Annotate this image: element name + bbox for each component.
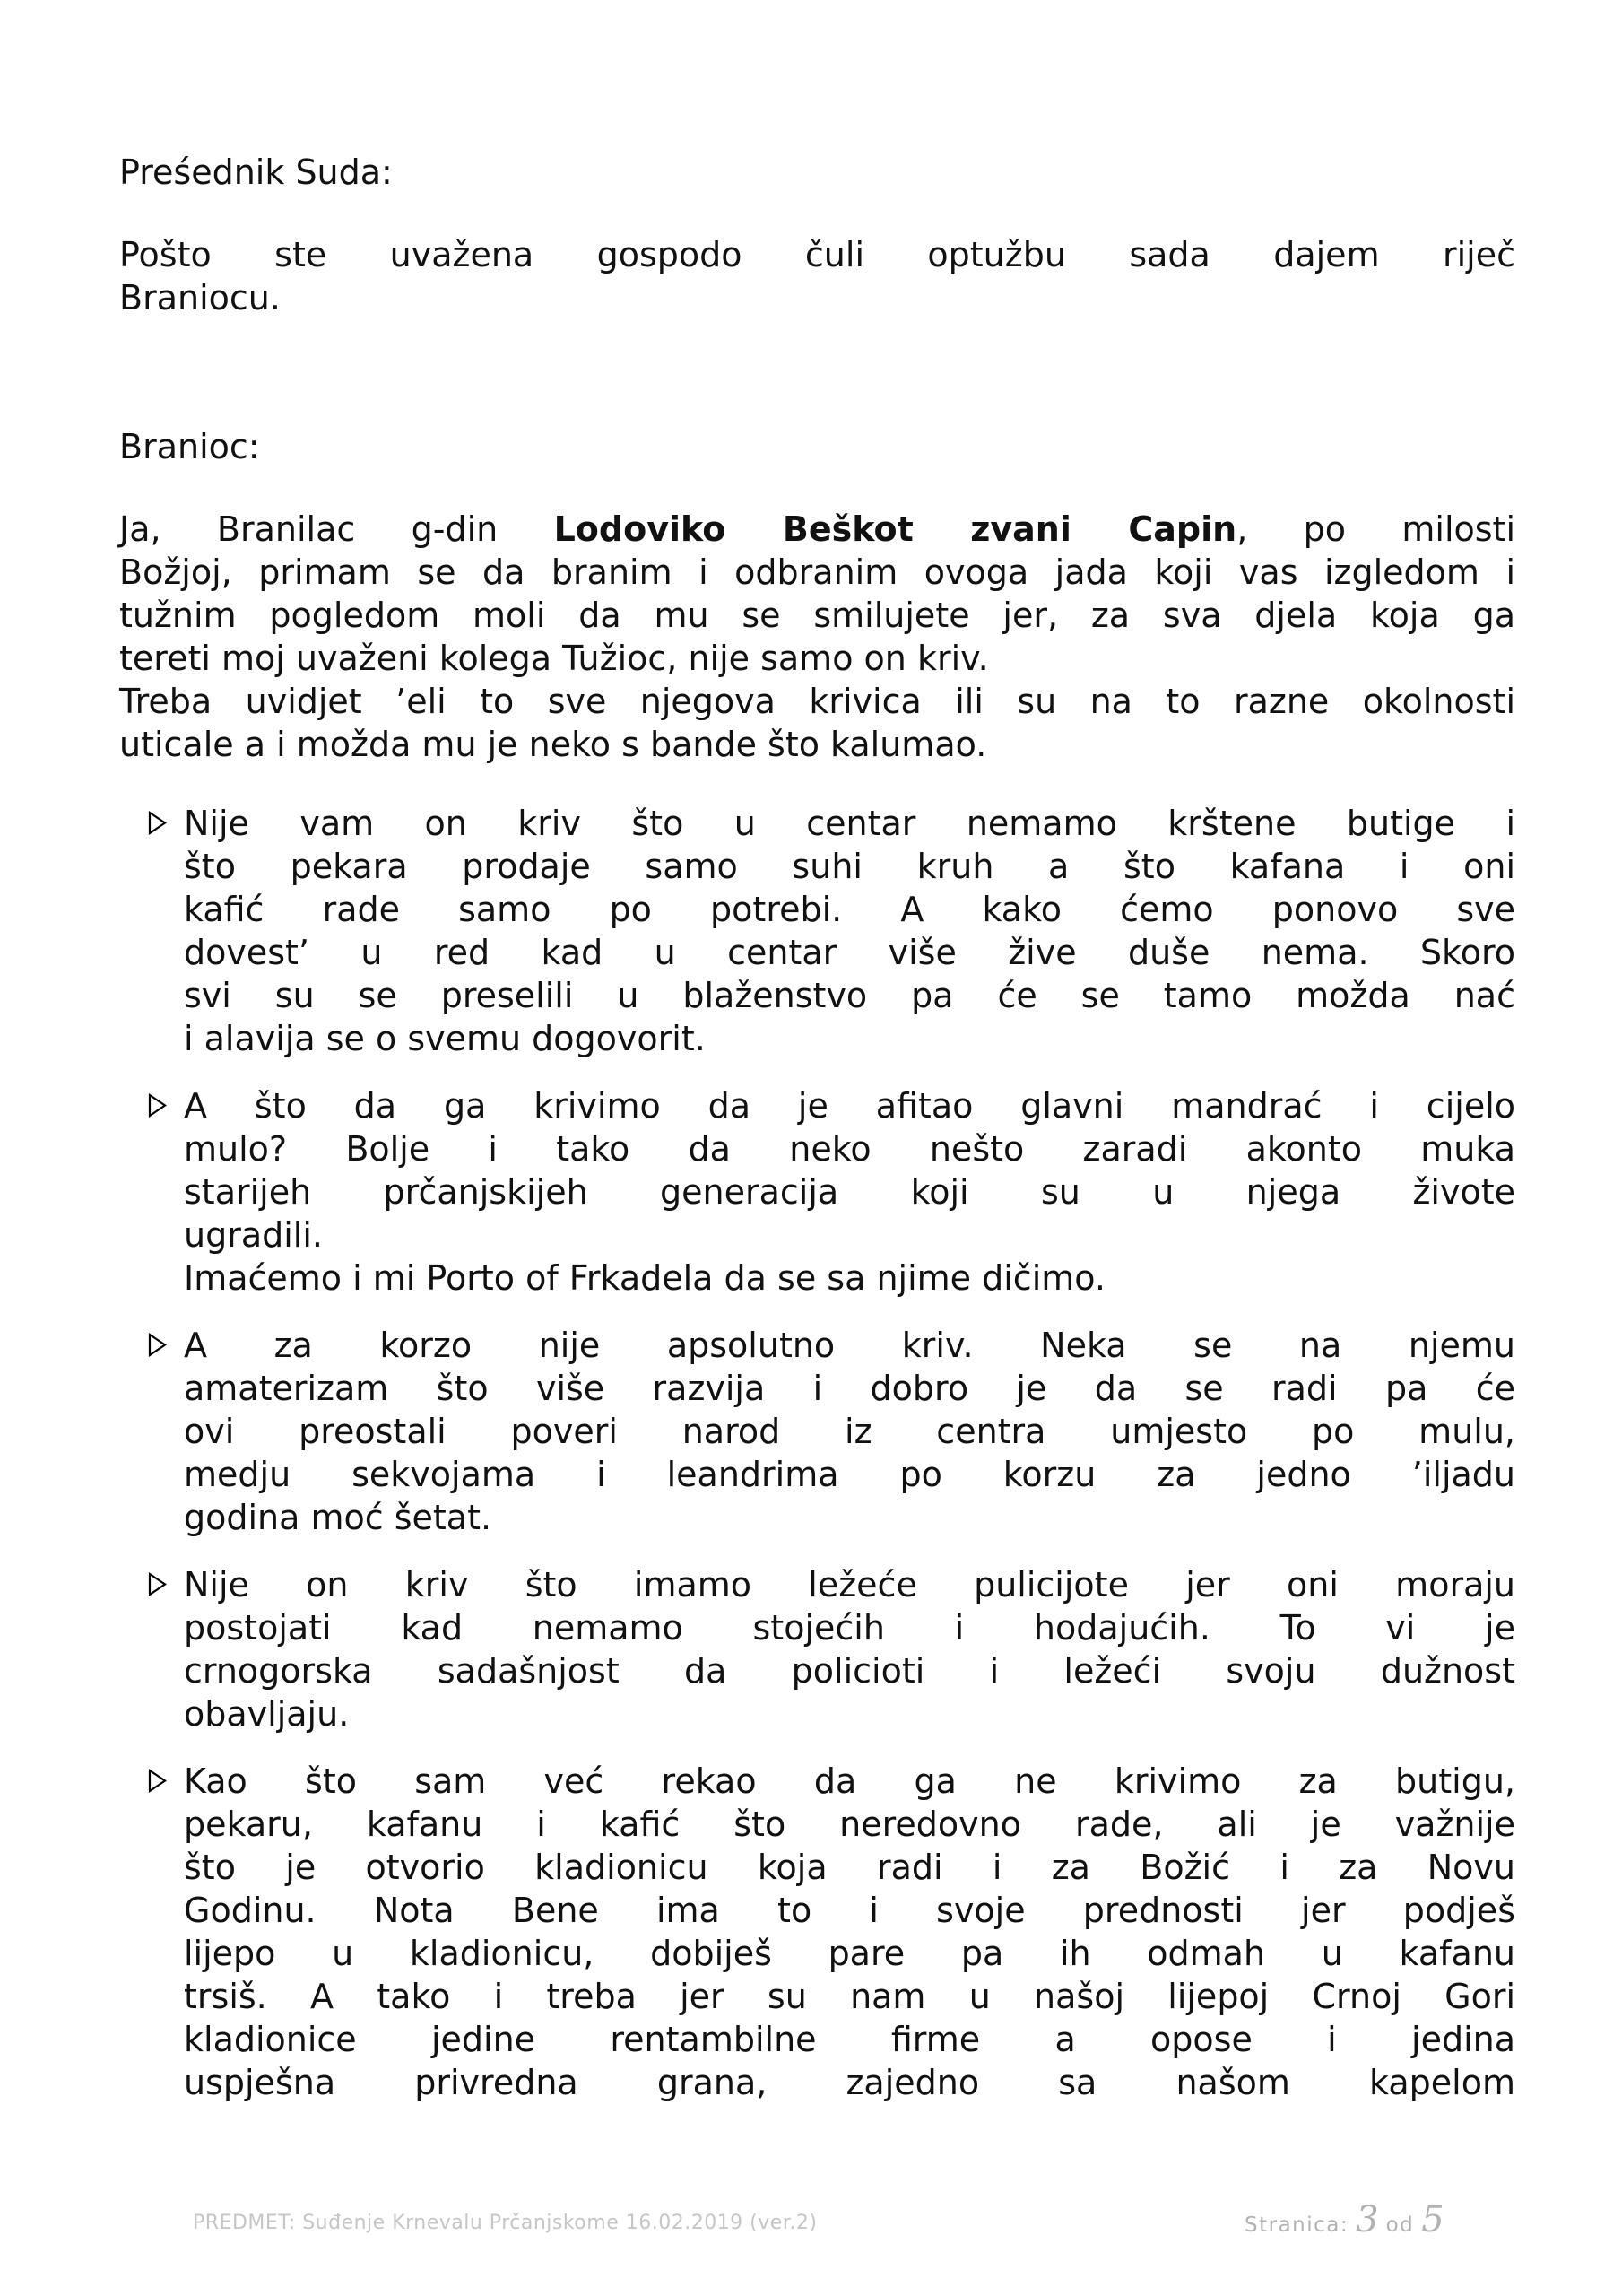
text-line: [184, 931, 1515, 974]
text-segment: Božjoj, primam se da branim i odbranim ovoga jada koji vas izgledom i: [119, 552, 1515, 592]
text-segment: Ja, Branilac g-din: [119, 509, 554, 549]
bullet-text: [184, 1084, 1515, 1300]
text-segment: Nije vam on kriv što u centar nemamo krštene butige i: [184, 804, 1515, 843]
text-segment: A za korzo nije apsolutno kriv. Neka se na njemu: [184, 1326, 1515, 1365]
text-segment: , po milosti: [1236, 509, 1516, 549]
text-segment: godina moć šetat.: [184, 1498, 492, 1537]
footer-page-total: 5: [1421, 2199, 1444, 2240]
text-segment: uticale a i možda mu je neko s bande što kalumao.: [119, 725, 987, 764]
text-segment: tužnim pogledom moli da mu se smilujete jer, za sva djela koja ga: [119, 596, 1515, 635]
text-line: [119, 508, 1515, 551]
text-line: [184, 974, 1515, 1017]
text-segment: Treba uvidjet ’eli to sve njegova krivica ili su na to razne okolnosti: [119, 682, 1515, 721]
text-line: [184, 1932, 1515, 1975]
text-line: [184, 2061, 1515, 2104]
text-segment: i alavija se o svemu dogovorit.: [184, 1019, 706, 1058]
text-line: [119, 723, 1515, 766]
text-line: [184, 1760, 1515, 1803]
text-segment: što je otvorio kladionicu koja radi i za Božić i za Novu: [184, 1848, 1515, 1887]
text-line: [119, 276, 1515, 319]
text-line: [119, 594, 1515, 637]
text-line: [184, 1496, 1515, 1539]
text-segment: Branioc:: [119, 427, 260, 466]
text-segment: amaterizam što više razvija i dobro je da se radi pa će: [184, 1369, 1515, 1408]
text-segment: obavljaju.: [184, 1694, 350, 1734]
paragraph: [119, 508, 1515, 766]
text-line: [119, 425, 1515, 468]
text-line: [184, 2018, 1515, 2061]
text-segment: kafić rade samo po potrebi. A kako ćemo ponovo sve: [184, 890, 1515, 929]
text-segment: mulo? Bolje i tako da neko nešto zaradi akonto muka: [184, 1129, 1515, 1169]
text-segment: starijeh prčanjskijeh generacija koji su u njega živote: [184, 1172, 1515, 1212]
footer-of-label: od: [1385, 2213, 1415, 2237]
bullet-text: [184, 1563, 1515, 1735]
text-segment: ugradili.: [184, 1215, 323, 1255]
text-segment: postojati kad nemamo stojećih i hodajućih. To vi je: [184, 1608, 1515, 1648]
footer-page-label: Stranica:: [1245, 2213, 1349, 2237]
text-segment: dovest’ u red kad u centar više žive duše nema. Skoro: [184, 933, 1515, 972]
text-segment: Braniocu.: [119, 278, 281, 317]
footer-case-label: PREDMET: Suđenje Krnevalu Prčanjskome 16.02.2019 (ver.2): [193, 2212, 818, 2234]
bullet-arrowhead-icon: [148, 1769, 168, 1793]
text-segment: Godinu. Nota Bene ima to i svoje prednosti jer podješ: [184, 1891, 1515, 1930]
bullet-item: [119, 1760, 1515, 2104]
text-line: [184, 1803, 1515, 1846]
text-segment: Kao što sam već rekao da ga ne krivimo za butigu,: [184, 1761, 1515, 1801]
text-line: [119, 680, 1515, 723]
text-segment: Preśednik Suda:: [119, 152, 393, 192]
text-segment: medju sekvojama i leandrima po korzu za jedno ’iljadu: [184, 1455, 1515, 1494]
text-segment: svi su se preselili u blaženstvo pa će se tamo možda nać: [184, 976, 1515, 1015]
bullet-text: [184, 802, 1515, 1060]
text-segment: crnogorska sadašnjost da policioti i ležeći svoju dužnost: [184, 1651, 1515, 1691]
text-line: [184, 1453, 1515, 1496]
text-segment: A što da ga krivimo da je afitao glavni mandrać i cijelo: [184, 1086, 1515, 1126]
text-line: [184, 1692, 1515, 1735]
text-line: [184, 1606, 1515, 1649]
bullet-item: [119, 1324, 1515, 1539]
text-segment: pekaru, kafanu i kafić što neredovno rade, ali je važnije: [184, 1805, 1515, 1844]
text-line: [184, 1889, 1515, 1932]
text-line: [184, 1213, 1515, 1257]
paragraph: [119, 233, 1515, 319]
text-line: [184, 845, 1515, 888]
bullet-arrowhead-icon: [148, 1572, 168, 1596]
text-line: [184, 1846, 1515, 1889]
emphasized-name-text: Lodoviko Beškot zvani Capin: [553, 509, 1237, 549]
bullet-arrowhead-icon: [148, 811, 168, 835]
bullet-text: [184, 1760, 1515, 2104]
text-line: [184, 1017, 1515, 1060]
text-segment: kladionice jedine rentambilne firme a opose i jedina: [184, 2020, 1515, 2059]
text-line: [184, 1410, 1515, 1453]
text-segment: ovi preostali poveri narod iz centra umjesto po mulu,: [184, 1412, 1515, 1451]
section-heading: [119, 425, 1515, 468]
text-line: [184, 1324, 1515, 1367]
text-line: [184, 888, 1515, 931]
text-line: [184, 1084, 1515, 1127]
text-line: [184, 1127, 1515, 1170]
text-line: [119, 233, 1515, 276]
text-line: [119, 151, 1515, 194]
bullet-text: [184, 1324, 1515, 1539]
bullet-arrowhead-icon: [148, 1093, 168, 1118]
bullet-arrowhead-icon: [148, 1333, 168, 1357]
text-line: [184, 1170, 1515, 1213]
text-line: [119, 551, 1515, 594]
text-segment: uspješna privredna grana, zajedno sa našom kapelom: [184, 2063, 1515, 2102]
text-segment: trsiš. A tako i treba jer su nam u našoj lijepoj Crnoj Gori: [184, 1977, 1515, 2016]
bullet-item: [119, 802, 1515, 1060]
footer-page-number: 3: [1356, 2199, 1379, 2240]
text-line: [184, 1975, 1515, 2018]
text-line: [119, 637, 1515, 680]
text-segment: Nije on kriv što imamo ležeće pulicijote jer oni moraju: [184, 1565, 1515, 1605]
text-line: [184, 802, 1515, 845]
text-segment: što pekara prodaje samo suhi kruh a što kafana i oni: [184, 847, 1515, 886]
text-line: [184, 1649, 1515, 1692]
text-line: [184, 1257, 1515, 1300]
text-segment: lijepo u kladionicu, dobiješ pare pa ih odmah u kafanu: [184, 1934, 1515, 1973]
footer-page-indicator: [1245, 2199, 1452, 2240]
text-line: [184, 1563, 1515, 1606]
bullet-item: [119, 1563, 1515, 1735]
text-segment: Imaćemo i mi Porto of Frkadela da se sa njime dičimo.: [184, 1258, 1106, 1298]
document-body: [119, 151, 1515, 2104]
text-segment: tereti moj uvaženi kolega Tužioc, nije samo on kriv.: [119, 639, 989, 678]
section-heading: [119, 151, 1515, 194]
text-segment: Pošto ste uvažena gospodo čuli optužbu sada dajem riječ: [119, 235, 1515, 274]
bullet-item: [119, 1084, 1515, 1300]
text-line: [184, 1367, 1515, 1410]
